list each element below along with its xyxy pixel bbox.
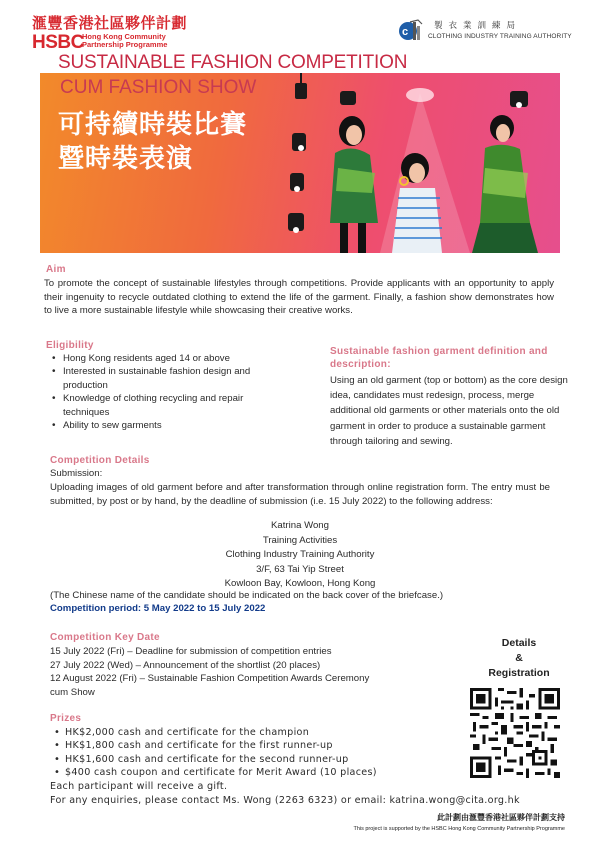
address-line: Training Activities — [262, 534, 338, 546]
footer-sponsor-en: This project is supported by the HSBC Hong Kong Community Partnership Programme — [353, 826, 565, 832]
footer-sponsor-zh: 此計劃由滙豐香港社區夥伴計劃支持 — [437, 813, 565, 822]
prizes-list — [52, 726, 452, 779]
list-item: 27 July 2022 (Wed) – Announcement of the shortlist (20 places) — [50, 659, 321, 671]
list-item: • $400 cash coupon and certificate for Merit Award (10 places) — [52, 766, 452, 779]
cita-logo — [398, 16, 572, 46]
key-date-heading: Competition Key Date — [50, 632, 160, 643]
hsbc-community-logo — [32, 12, 202, 54]
list-item: • Interested in sustainable fashion design and production — [50, 365, 280, 392]
competition-period: Competition period: 5 May 2022 to 15 July 2022 — [50, 603, 266, 614]
submission-label: Submission: — [50, 468, 103, 479]
mailing-address — [150, 519, 450, 592]
list-item: • Knowledge of clothing recycling and repair techniques — [50, 392, 280, 419]
details-line: Details — [501, 637, 537, 649]
title-zh-line2: 暨時裝表演 — [58, 144, 194, 174]
cita-name-en: CLOTHING INDUSTRY TRAINING AUTHORITY — [428, 33, 572, 40]
list-item: • HK$1,800 cash and certificate for the first runner-up — [52, 739, 452, 752]
cita-emblem-icon — [398, 18, 424, 42]
cita-name-zh: 製衣業訓練局 — [434, 21, 522, 31]
list-item: • HK$2,000 cash and certificate for the champion — [52, 726, 452, 739]
submission-note: (The Chinese name of the candidate should be indicated on the back cover of the briefcase.) — [50, 590, 444, 601]
aim-heading: Aim — [46, 264, 66, 275]
eligibility-heading: Eligibility — [46, 340, 94, 351]
details-registration-label — [480, 636, 558, 681]
prizes-heading: Prizes — [50, 713, 82, 724]
hsbc-programme-zh: 滙豐香港社區夥伴計劃 — [32, 14, 188, 32]
submission-text: Uploading images of old garment before and after transformation through online registration form. The entry must be submitted, by post or by hand, by the deadline of submission (i.e. 15 July 2022) to the following address: — [50, 482, 550, 507]
list-item: 15 July 2022 (Fri) – Deadline for submission of competition entries — [50, 646, 332, 657]
registration-qr-code[interactable] — [470, 688, 560, 778]
details-line: & — [515, 652, 523, 664]
competition-heading: Competition Details — [50, 455, 150, 466]
definition-text: Using an old garment (top or bottom) as the core design idea, candidates must redesign, process, merge additional old garments or other materials onto the old garment in order to produce a sustainable garment through tailoring and sewing. — [330, 375, 568, 447]
details-line: Registration — [488, 667, 550, 679]
list-item: 12 August 2022 (Fri) – Sustainable Fashion Competition Awards Ceremony cum Show — [50, 673, 370, 698]
svg-text:c: c — [402, 26, 409, 38]
title-en-line2: CUM FASHION SHOW — [60, 77, 257, 98]
definition-heading: Sustainable fashion garment definition and description: — [330, 346, 548, 370]
eligibility-list — [50, 352, 280, 432]
title-zh — [58, 108, 247, 176]
gift-text: Each participant will receive a gift. — [50, 781, 228, 792]
enquiry-text: For any enquiries, please contact Ms. Wong (2263 6323) or email: katrina.wong@cita.org.hk — [50, 795, 520, 806]
hsbc-wordmark: HSBC — [32, 32, 84, 53]
address-line: Kowloon Bay, Kowloon, Hong Kong — [224, 578, 376, 590]
list-item: • Ability to sew garments — [50, 419, 280, 432]
list-item: • Hong Kong residents aged 14 or above — [50, 352, 280, 365]
address-line: 3/F, 63 Tai Yip Street — [256, 563, 344, 575]
title-en-line1: SUSTAINABLE FASHION COMPETITION — [58, 52, 408, 73]
title-zh-line1: 可持續時裝比賽 — [58, 110, 248, 140]
banner-image — [40, 73, 560, 253]
aim-text: To promote the concept of sustainable lifestyles through competitions. Provide applicants with an opportunity to apply their ingenuity to recycle outdated clothing to extend the life of the garment. Finally, a fashion show demonstrates how to live a more sustainable lifestyle while showcasing their creative works. — [44, 278, 554, 317]
address-line: Katrina Wong — [271, 520, 329, 531]
key-date-list — [50, 645, 370, 699]
list-item: • HK$1,600 cash and certificate for the second runner-up — [52, 753, 452, 766]
hsbc-programme-en: Hong Kong Community Partnership Programme — [82, 32, 168, 49]
address-line: Clothing Industry Training Authority — [225, 549, 375, 561]
